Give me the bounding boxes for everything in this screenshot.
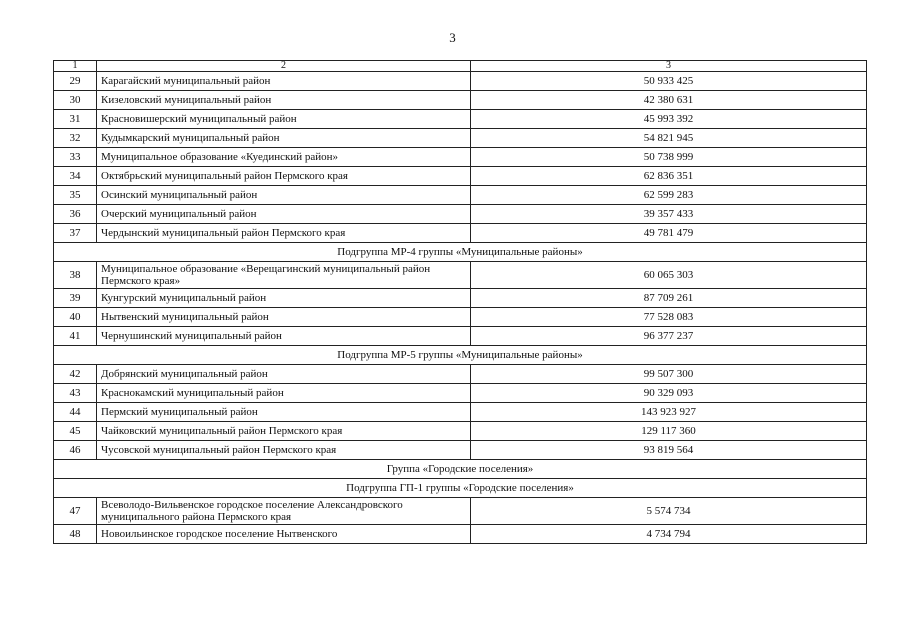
municipality-name: Пермский муниципальный район [97, 403, 471, 422]
table-row [54, 384, 867, 403]
table-row [54, 224, 867, 243]
row-number: 40 [54, 308, 97, 327]
group-header-row [54, 346, 867, 365]
table-row [54, 262, 867, 289]
header-col-3: 3 [471, 61, 867, 72]
municipality-name: Кудымкарский муниципальный район [97, 129, 471, 148]
row-number: 47 [54, 498, 97, 525]
table-header-row [54, 61, 867, 72]
table-row [54, 129, 867, 148]
amount-value: 87 709 261 [471, 289, 867, 308]
table-row [54, 110, 867, 129]
table-row [54, 422, 867, 441]
amount-value: 143 923 927 [471, 403, 867, 422]
amount-value: 129 117 360 [471, 422, 867, 441]
header-col-2: 2 [97, 61, 471, 72]
amount-value: 60 065 303 [471, 262, 867, 289]
table-row [54, 167, 867, 186]
row-number: 48 [54, 525, 97, 544]
group-header-row [54, 243, 867, 262]
municipality-name: Кунгурский муниципальный район [97, 289, 471, 308]
row-number: 37 [54, 224, 97, 243]
municipality-name: Нытвенский муниципальный район [97, 308, 471, 327]
table-row [54, 365, 867, 384]
table-row [54, 148, 867, 167]
amount-value: 5 574 734 [471, 498, 867, 525]
amount-value: 93 819 564 [471, 441, 867, 460]
row-number: 30 [54, 91, 97, 110]
row-number: 43 [54, 384, 97, 403]
row-number: 36 [54, 205, 97, 224]
row-number: 42 [54, 365, 97, 384]
municipality-name: Новоильинское городское поселение Нытвенского [97, 525, 471, 544]
table-row [54, 205, 867, 224]
table-row [54, 308, 867, 327]
row-number: 33 [54, 148, 97, 167]
amount-value: 54 821 945 [471, 129, 867, 148]
row-number: 29 [54, 72, 97, 91]
amount-value: 4 734 794 [471, 525, 867, 544]
amount-value: 45 993 392 [471, 110, 867, 129]
header-col-1: 1 [54, 61, 97, 72]
row-number: 35 [54, 186, 97, 205]
amount-value: 99 507 300 [471, 365, 867, 384]
group-title: Подгруппа МР-4 группы «Муниципальные районы» [54, 243, 867, 262]
page-number: 3 [449, 30, 456, 45]
row-number: 32 [54, 129, 97, 148]
amount-value: 50 933 425 [471, 72, 867, 91]
municipality-name: Кизеловский муниципальный район [97, 91, 471, 110]
row-number: 34 [54, 167, 97, 186]
row-number: 41 [54, 327, 97, 346]
table-row [54, 403, 867, 422]
row-number: 38 [54, 262, 97, 289]
row-number: 39 [54, 289, 97, 308]
amount-value: 39 357 433 [471, 205, 867, 224]
municipality-name: Карагайский муниципальный район [97, 72, 471, 91]
municipality-name: Октябрьский муниципальный район Пермского края [97, 167, 471, 186]
municipality-name: Муниципальное образование «Верещагинский муниципальный район Пермского края» [97, 262, 471, 289]
municipality-name: Красновишерский муниципальный район [97, 110, 471, 129]
table-row [54, 186, 867, 205]
group-title: Группа «Городские поселения» [54, 460, 867, 479]
table-row [54, 327, 867, 346]
group-header-row [54, 479, 867, 498]
amount-value: 42 380 631 [471, 91, 867, 110]
municipality-name: Чусовской муниципальный район Пермского края [97, 441, 471, 460]
municipality-name: Добрянский муниципальный район [97, 365, 471, 384]
municipality-name: Чайковский муниципальный район Пермского края [97, 422, 471, 441]
table-row [54, 441, 867, 460]
table-row [54, 525, 867, 544]
allocation-table [53, 60, 867, 544]
municipality-name: Всеволодо-Вильвенское городское поселение Александровского муниципального района Пермского края [97, 498, 471, 525]
municipality-name: Осинский муниципальный район [97, 186, 471, 205]
amount-value: 50 738 999 [471, 148, 867, 167]
group-title: Подгруппа ГП-1 группы «Городские поселения» [54, 479, 867, 498]
table-row [54, 91, 867, 110]
table-row [54, 72, 867, 91]
amount-value: 90 329 093 [471, 384, 867, 403]
row-number: 45 [54, 422, 97, 441]
amount-value: 62 836 351 [471, 167, 867, 186]
amount-value: 77 528 083 [471, 308, 867, 327]
municipality-name: Чернушинский муниципальный район [97, 327, 471, 346]
municipality-name: Краснокамский муниципальный район [97, 384, 471, 403]
group-title: Подгруппа МР-5 группы «Муниципальные районы» [54, 346, 867, 365]
table-row [54, 498, 867, 525]
row-number: 31 [54, 110, 97, 129]
municipality-name: Чердынский муниципальный район Пермского края [97, 224, 471, 243]
municipality-name: Муниципальное образование «Куединский район» [97, 148, 471, 167]
row-number: 44 [54, 403, 97, 422]
group-header-row [54, 460, 867, 479]
amount-value: 62 599 283 [471, 186, 867, 205]
amount-value: 96 377 237 [471, 327, 867, 346]
municipality-name: Очерский муниципальный район [97, 205, 471, 224]
amount-value: 49 781 479 [471, 224, 867, 243]
table-row [54, 289, 867, 308]
row-number: 46 [54, 441, 97, 460]
